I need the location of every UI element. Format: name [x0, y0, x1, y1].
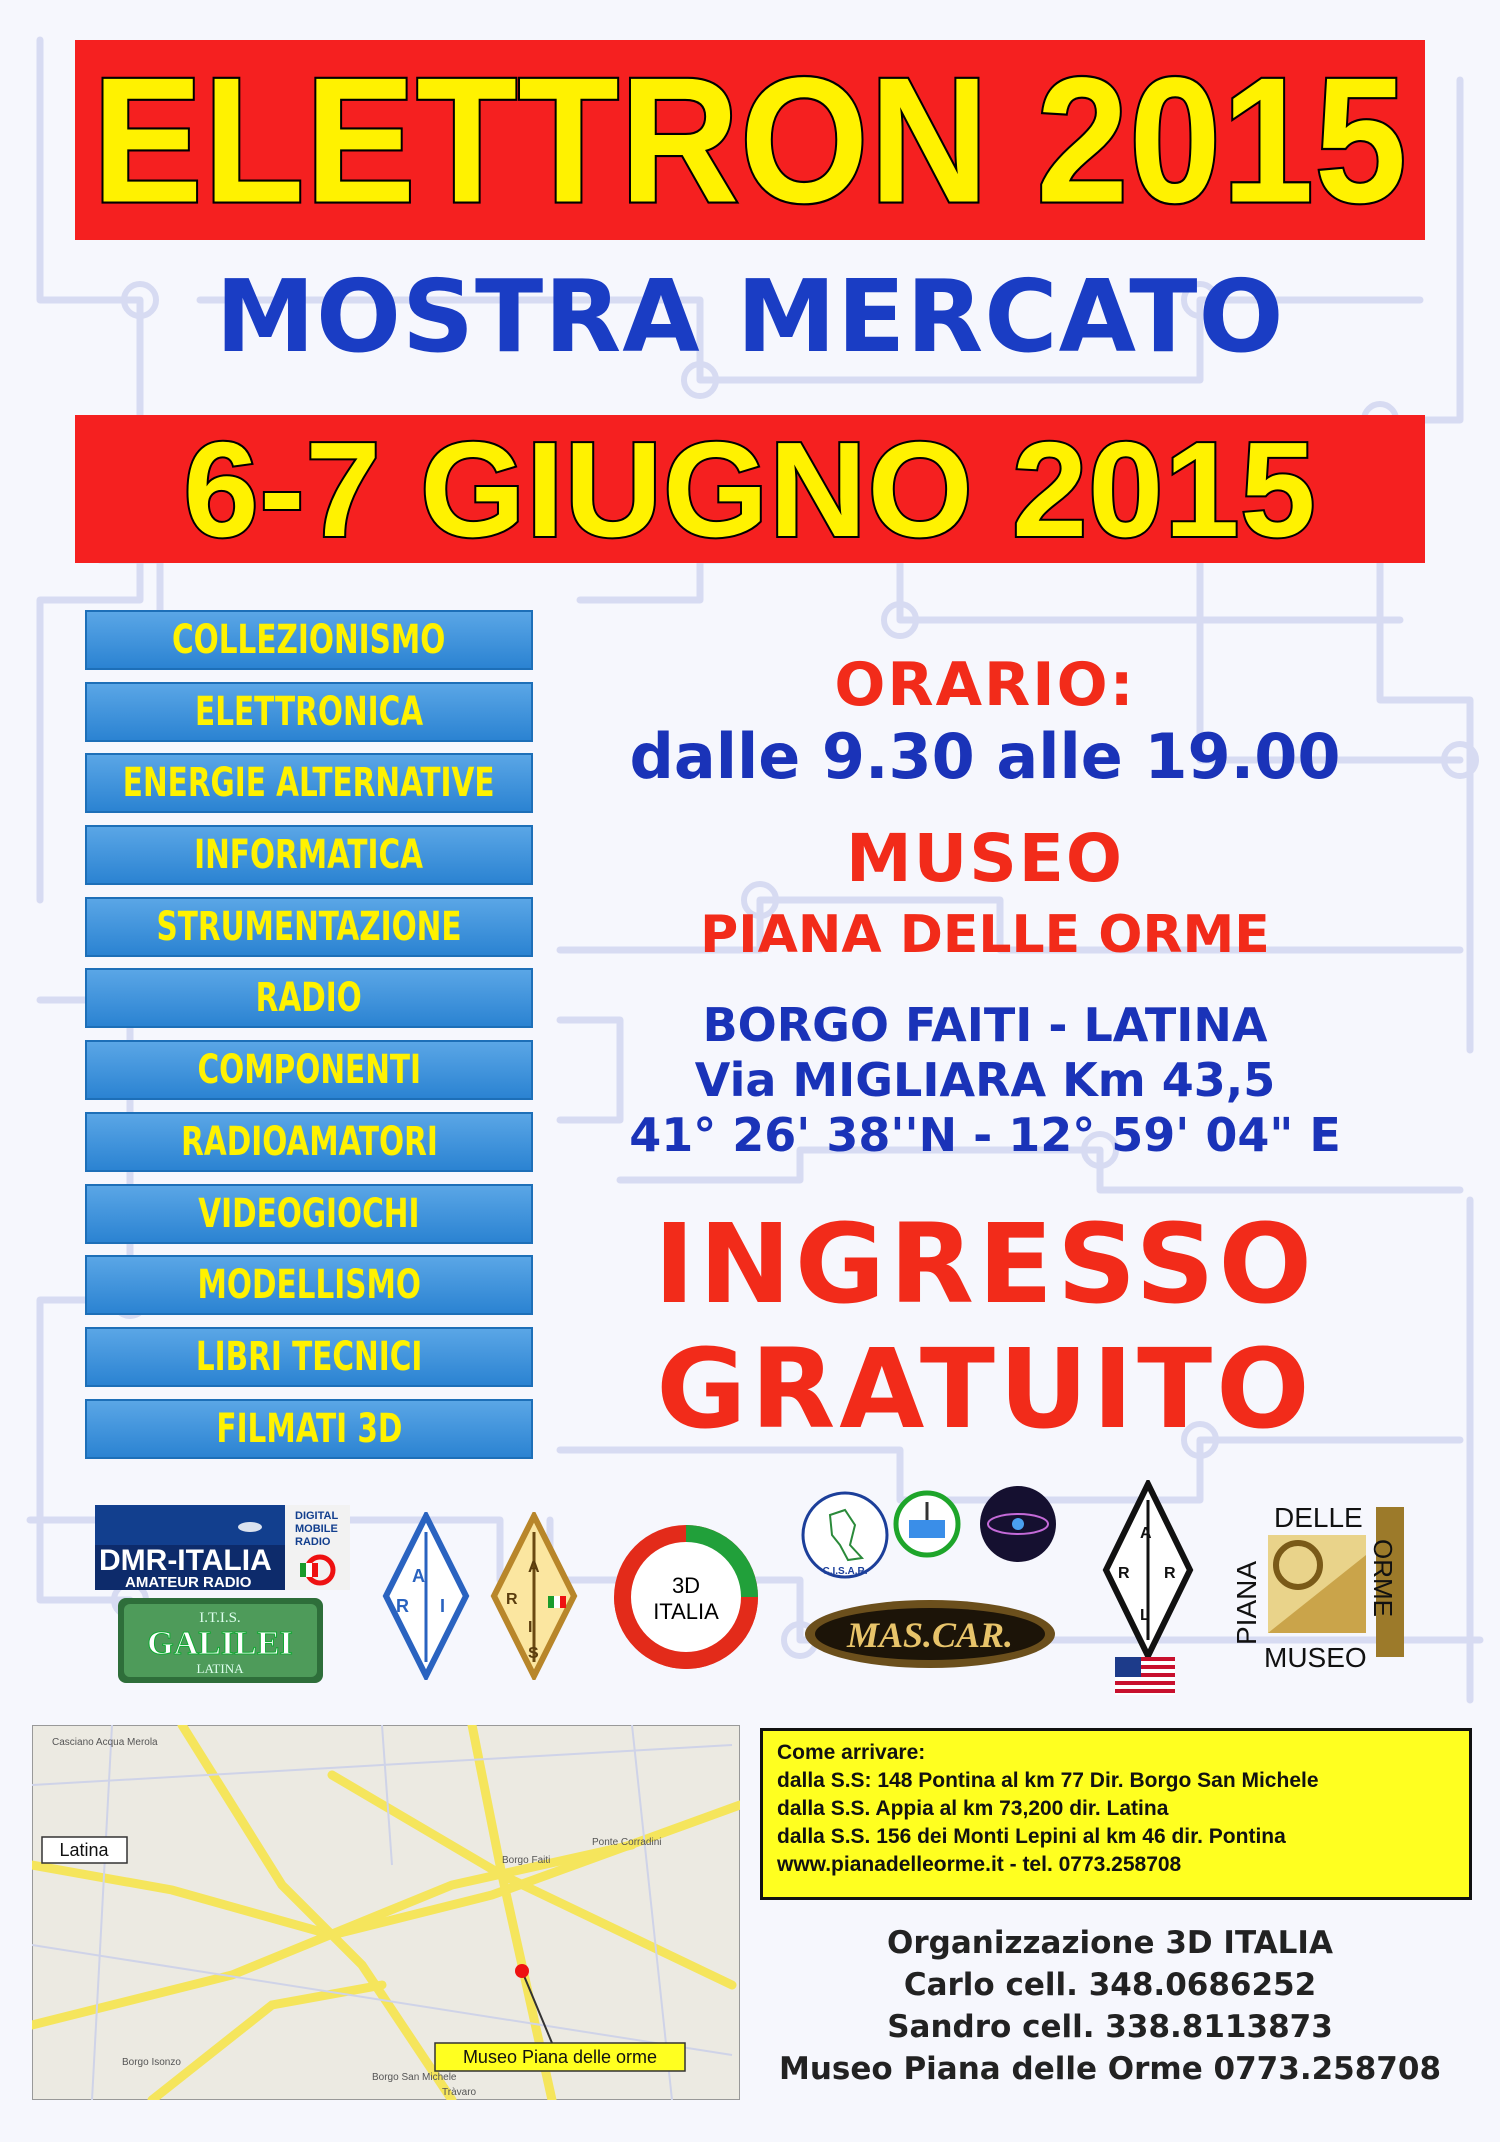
3d-italia-logo: [606, 1517, 766, 1677]
category-item: VIDEOGIOCHI: [85, 1184, 533, 1244]
admission-line1: INGRESSO: [653, 1200, 1317, 1328]
directions-website[interactable]: www.pianadelleorme.it - tel. 0773.258708: [777, 1853, 1182, 1876]
directions-line: dalla S.S: 148 Pontina al km 77 Dir. Borgo San Michele: [777, 1769, 1319, 1792]
dmr-logo-sub-text: AMATEUR RADIO: [125, 1574, 252, 1590]
venue-coordinates: 41° 26' 38''N - 12° 59' 04" E: [629, 1108, 1341, 1162]
category-item: LIBRI TECNICI: [85, 1327, 533, 1387]
map-place-label: Borgo Isonzo: [122, 2057, 181, 2068]
aris-diamond-logo: [490, 1512, 578, 1680]
dmr-italia-logo: [95, 1505, 350, 1590]
space-logo: [978, 1484, 1058, 1564]
aris-letter: R: [506, 1591, 518, 1608]
event-dates: 6-7 GIUGNO 2015: [183, 413, 1317, 565]
usa-flag-icon: [1115, 1657, 1175, 1695]
directions-box: [760, 1728, 1472, 1900]
directions-heading: Come arrivare:: [777, 1741, 926, 1764]
category-item: STRUMENTAZIONE: [85, 897, 533, 957]
map-city-label: Latina: [59, 1840, 109, 1860]
cisar-logo-text: C.I.S.A.R.: [822, 1566, 868, 1577]
schedule-label: ORARIO:: [834, 650, 1136, 720]
arrl-letter: R: [1118, 1565, 1130, 1582]
category-item: COMPONENTI: [85, 1040, 533, 1100]
contact-phone: Museo Piana delle Orme 0773.258708: [778, 2051, 1442, 2087]
galilei-logo-sub-text: LATINA: [196, 1661, 244, 1676]
dmr-logo-main-text: DMR-ITALIA: [99, 1544, 272, 1577]
arrl-letter: L: [1140, 1607, 1150, 1624]
ari-letter: A: [412, 1566, 425, 1586]
museo-logo-left-text: PIANA: [1231, 1560, 1262, 1645]
cisar-logo: [800, 1490, 890, 1580]
category-item: COLLEZIONISMO: [85, 610, 533, 670]
contact-organizer: Organizzazione 3D ITALIA: [887, 1925, 1333, 1961]
contacts-block: [760, 1922, 1460, 2090]
category-item: FILMATI 3D: [85, 1399, 533, 1459]
aris-letter: S: [528, 1645, 539, 1662]
aris-letter: A: [528, 1559, 540, 1576]
museo-logo-top-text: DELLE: [1274, 1502, 1363, 1533]
dmr-logo-badge3: RADIO: [295, 1536, 331, 1548]
aris-letter: I: [528, 1619, 533, 1636]
map-place-label: Casciano Acqua Merola: [52, 1737, 158, 1748]
category-item: RADIO: [85, 968, 533, 1028]
category-list: [85, 610, 533, 1470]
date-banner: [75, 415, 1425, 563]
dmr-logo-badge1: DIGITAL: [295, 1510, 339, 1522]
3d-italia-logo-line1: 3D: [671, 1573, 701, 1598]
arrl-diamond-logo: [1102, 1480, 1194, 1660]
contact-phone: Sandro cell. 338.8113873: [887, 2009, 1333, 2045]
itis-galilei-logo: [118, 1598, 323, 1683]
mascar-logo: [800, 1592, 1060, 1674]
event-title: ELETTRON 2015: [92, 40, 1408, 239]
museo-logo-right-text: ORME: [1368, 1539, 1398, 1617]
ari-diamond-logo-blue: [382, 1512, 470, 1680]
map-place-label: Borgo San Michele: [372, 2072, 457, 2083]
event-subtitle: MOSTRA MERCATO: [215, 258, 1285, 375]
category-item: RADIOAMATORI: [85, 1112, 533, 1172]
map-place-label: Borgo Faiti: [502, 1855, 551, 1866]
category-item: MODELLISMO: [85, 1255, 533, 1315]
category-item: INFORMATICA: [85, 825, 533, 885]
venue-name: MUSEO: [846, 820, 1124, 897]
venue-subname: PIANA DELLE ORME: [700, 905, 1270, 965]
map-place-label: Ponte Corradini: [592, 1837, 662, 1848]
admission-line2: GRATUITO: [656, 1325, 1314, 1453]
directions-line: dalla S.S. Appia al km 73,200 dir. Latina: [777, 1797, 1169, 1820]
ari-letter: R: [396, 1596, 409, 1616]
map-destination-label: Museo Piana delle orme: [462, 2047, 658, 2067]
arrl-letter: R: [1164, 1565, 1176, 1582]
title-banner: [75, 40, 1425, 240]
club-radio-logo: [893, 1490, 961, 1558]
dmr-logo-badge2: MOBILE: [295, 1523, 338, 1535]
arrl-letter: A: [1140, 1525, 1152, 1542]
map-place-label: Tràvaro: [442, 2087, 477, 2098]
galilei-logo-top-text: I.T.I.S.: [199, 1610, 241, 1626]
contact-phone: Carlo cell. 348.0686252: [903, 1967, 1317, 2003]
category-item: ELETTRONICA: [85, 682, 533, 742]
museo-piana-delle-orme-logo: [1228, 1495, 1408, 1680]
venue-address-line1: BORGO FAITI - LATINA: [702, 998, 1268, 1052]
mascar-logo-text: MAS.CAR.: [846, 1615, 1014, 1655]
museo-logo-bottom-text: MUSEO: [1264, 1642, 1367, 1673]
3d-italia-logo-line2: ITALIA: [653, 1599, 719, 1624]
venue-address-line2: Via MIGLIARA Km 43,5: [694, 1053, 1276, 1107]
galilei-logo-main-text: GALILEI: [147, 1625, 293, 1662]
ari-letter: I: [440, 1596, 446, 1616]
location-map: [32, 1725, 740, 2100]
schedule-hours: dalle 9.30 alle 19.00: [629, 720, 1341, 793]
category-item: ENERGIE ALTERNATIVE: [85, 753, 533, 813]
directions-line: dalla S.S. 156 dei Monti Lepini al km 46 dir. Pontina: [777, 1825, 1286, 1848]
